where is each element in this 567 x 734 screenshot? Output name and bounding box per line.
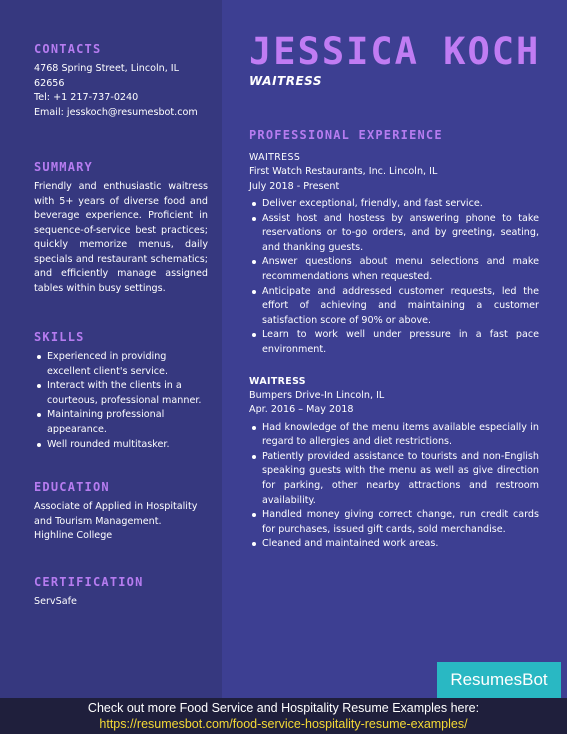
job-role: WAITRESS <box>249 375 306 387</box>
left-column <box>0 0 222 698</box>
certification-item: ServSafe <box>34 595 77 607</box>
list-item: Well rounded multitasker. <box>34 438 208 453</box>
list-item: Handled money giving correct change, run credit cards for purchases, issued gift cards, sold merchandise. <box>249 508 539 537</box>
candidate-name: JESSICA KOCH <box>249 30 541 73</box>
list-item: Cleaned and maintained work areas. <box>249 537 539 552</box>
job-dates: July 2018 - Present <box>249 180 340 192</box>
list-item: Assist host and hostess by answering phone to take reservations or to-go orders, and by greeting, seating, and thanking guests. <box>249 212 539 256</box>
contact-address: 4768 Spring Street, Lincoln, IL 62656 <box>34 63 179 89</box>
contacts-title: CONTACTS <box>34 42 102 56</box>
list-item: Had knowledge of the menu items available especially in regard to allergies and diet restrictions. <box>249 421 539 450</box>
education-title: EDUCATION <box>34 480 110 495</box>
list-item: Learn to work well under pressure in a fast pace environment. <box>249 328 539 357</box>
skills-section <box>34 330 208 452</box>
education-section <box>34 480 208 544</box>
experience-section <box>249 128 539 552</box>
education-school: Highline College <box>34 530 113 542</box>
summary-title: SUMMARY <box>34 160 93 174</box>
contact-email: Email: jesskoch@resumesbot.com <box>34 106 198 118</box>
list-item: Anticipate and addressed customer requests, led the effort of achieving and maintaining a customer satisfaction score of 90% or above. <box>249 285 539 329</box>
education-degree: Associate of Applied in Hospitality and Tourism Management. <box>34 501 198 527</box>
experience-title: PROFESSIONAL EXPERIENCE <box>249 128 443 142</box>
right-column <box>222 0 567 698</box>
job-employer: First Watch Restaurants, Inc. Lincoln, IL <box>249 166 438 177</box>
job-entry <box>249 151 539 358</box>
job-employer: Bumpers Drive-In Lincoln, IL <box>249 389 385 401</box>
list-item: Deliver exceptional, friendly, and fast service. <box>249 197 539 212</box>
job-dates: Apr. 2016 – May 2018 <box>249 404 354 416</box>
banner-text: Check out more Food Service and Hospitality Resume Examples here: <box>87 701 480 715</box>
contacts-section <box>34 42 208 120</box>
list-item: Patiently provided assistance to tourists and non-English speaking guests with the menu as well as give direction for parking, other nearby attractions and restroom availability. <box>249 450 539 508</box>
resumesbot-badge[interactable]: ResumesBot <box>437 662 561 698</box>
job-entry <box>249 375 539 552</box>
skills-title: SKILLS <box>34 330 85 344</box>
list-item: Maintaining professional appearance. <box>34 408 208 437</box>
summary-section <box>34 160 208 296</box>
list-item: Answer questions about menu selections and make recommendations when requested. <box>249 255 539 284</box>
list-item: Interact with the clients in a courteous, professional manner. <box>34 379 208 408</box>
contact-tel: Tel: +1 217-737-0240 <box>34 92 139 103</box>
certification-title: CERTIFICATION <box>34 574 144 589</box>
candidate-role: WAITRESS <box>249 74 323 88</box>
skills-list <box>34 350 208 452</box>
certification-section <box>34 575 208 610</box>
job-bullets <box>249 421 539 552</box>
job-role: WAITRESS <box>249 152 301 163</box>
footer-banner <box>0 698 567 734</box>
banner-link[interactable]: https://resumesbot.com/food-service-hospitality-resume-examples/ <box>99 717 468 731</box>
summary-text: Friendly and enthusiastic waitress with 5+ years of diverse food and beverage experience. Proficient in sequence-of-service best practices; quickly memorize menus, daily specials and restaurant schematics; and efficiently manage assigned tables within busy settings. <box>34 181 208 294</box>
list-item: Experienced in providing excellent client's service. <box>34 350 208 379</box>
job-bullets <box>249 197 539 358</box>
